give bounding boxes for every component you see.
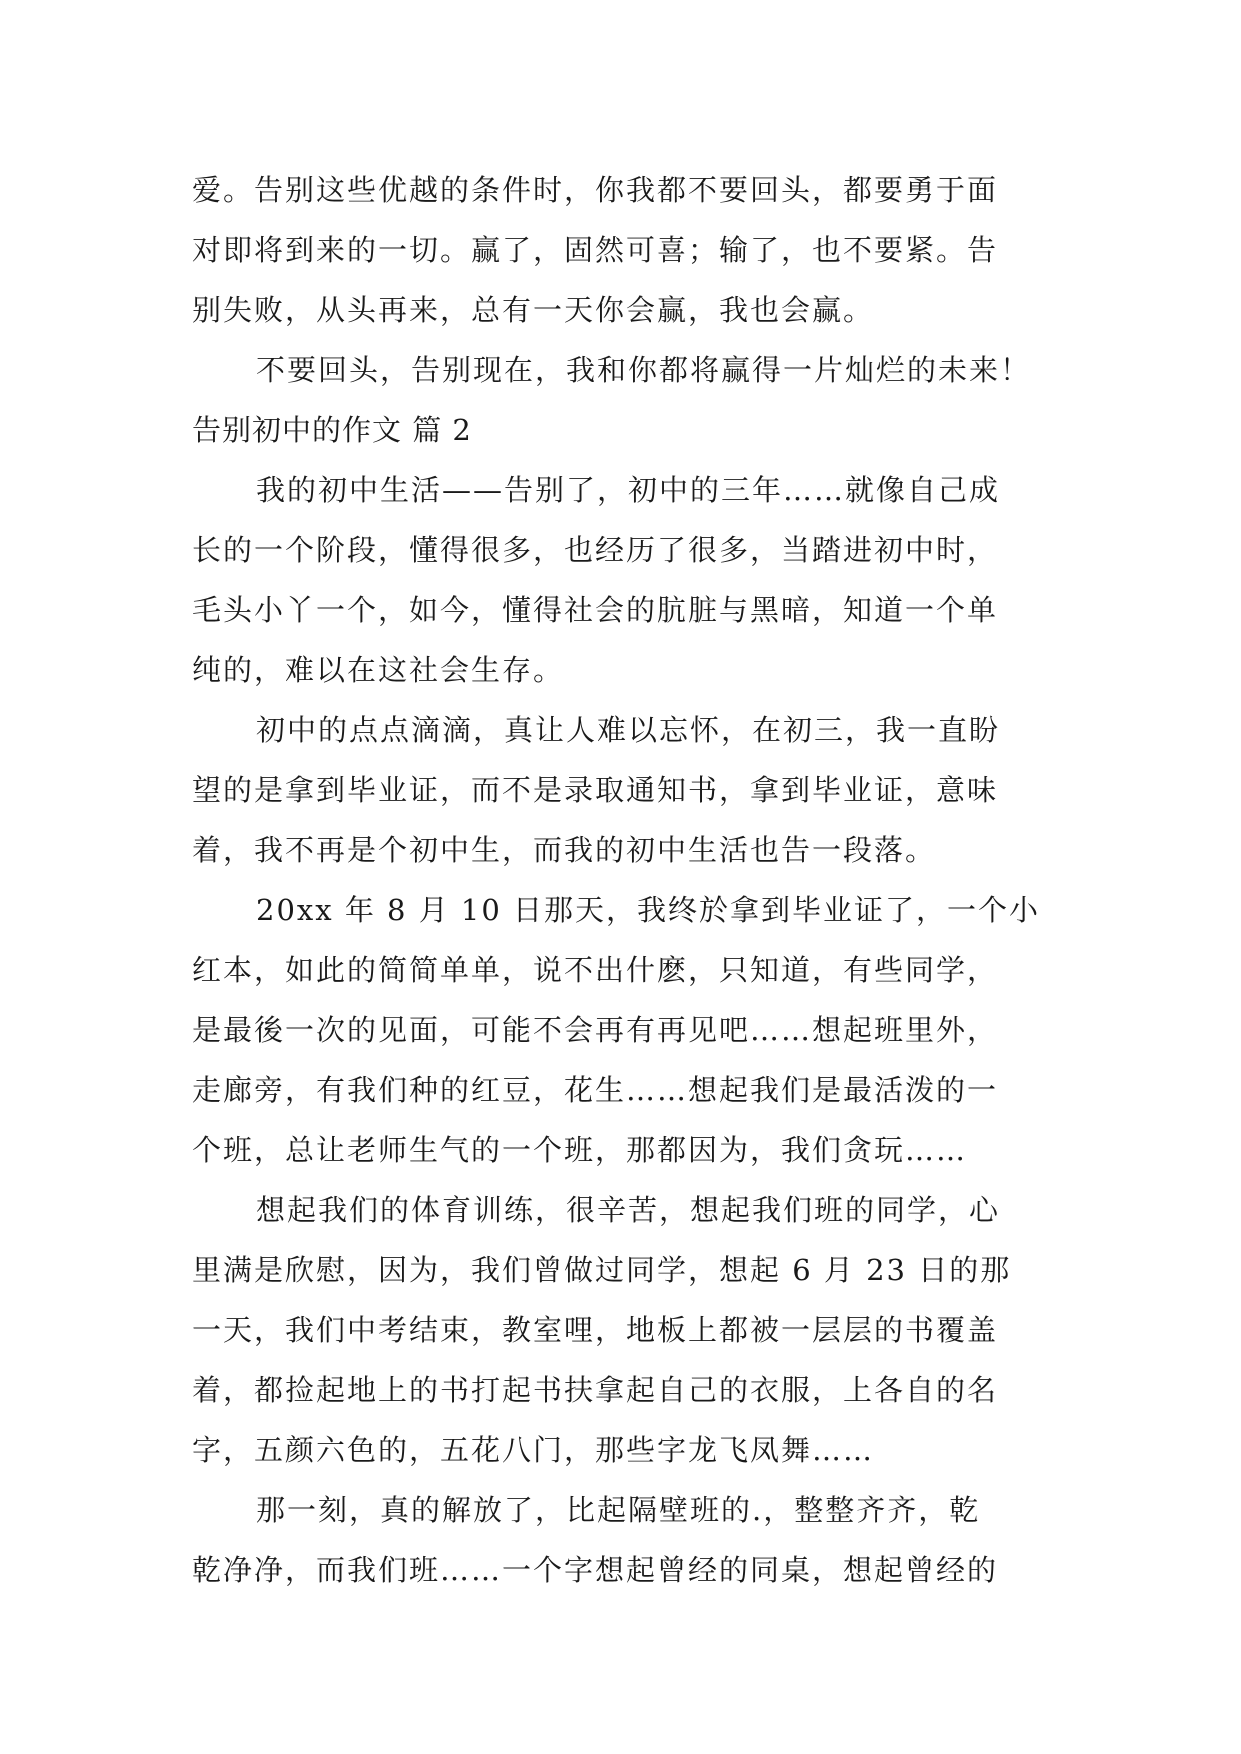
text-line: 走廊旁，有我们种的红豆，花生……想起我们是最活泼的一 [192,1073,999,1107]
paragraph-start-line: 我的初中生活——告别了，初中的三年……就像自己成 [256,473,1001,507]
text-line: 着，我不再是个初中生，而我的初中生活也告一段落。 [192,833,937,867]
paragraph-start-line: 那一刻，真的解放了，比起隔壁班的.，整整齐齐，乾 [256,1493,981,1527]
text-line: 长的一个阶段，懂得很多，也经历了很多，当踏进初中时， [192,533,999,567]
text-line: 乾净净，而我们班……一个字想起曾经的同桌，想起曾经的 [192,1553,999,1587]
paragraph-start-line: 20xx 年 8 月 10 日那天，我终於拿到毕业证了，一个小 [256,893,1041,927]
text-line: 爱。告别这些优越的条件时，你我都不要回头，都要勇于面 [192,173,999,207]
text-line: 一天，我们中考结束，教室哩，地板上都被一层层的书覆盖 [192,1313,999,1347]
paragraph-start-line: 初中的点点滴滴，真让人难以忘怀，在初三，我一直盼 [256,713,1001,747]
paragraph-start-line: 想起我们的体育训练，很辛苦，想起我们班的同学，心 [256,1193,1001,1227]
text-line: 纯的，难以在这社会生存。 [192,653,565,687]
text-line: 别失败，从头再来，总有一天你会赢，我也会赢。 [192,293,875,327]
text-line: 望的是拿到毕业证，而不是录取通知书，拿到毕业证，意味 [192,773,999,807]
text-line: 是最後一次的见面，可能不会再有再见吧……想起班里外， [192,1013,999,1047]
text-line: 对即将到来的一切。赢了，固然可喜；输了，也不要紧。告 [192,233,999,267]
text-line: 着，都捡起地上的书打起书扶拿起自己的衣服，上各自的名 [192,1373,999,1407]
paragraph-start-line: 不要回头，告别现在，我和你都将赢得一片灿烂的未来！ [256,353,1032,387]
document-body [192,160,1050,1600]
text-line: 红本，如此的简简单单，说不出什麽，只知道，有些同学， [192,953,999,987]
text-line: 个班，总让老师生气的一个班，那都因为，我们贪玩…… [192,1133,968,1167]
text-line: 字，五颜六色的，五花八门，那些字龙飞凤舞…… [192,1433,875,1467]
text-line: 里满是欣慰，因为，我们曾做过同学，想起 6 月 23 日的那 [192,1253,1012,1287]
section-heading: 告别初中的作文 篇 2 [192,413,472,447]
text-line: 毛头小丫一个，如今，懂得社会的肮脏与黑暗，知道一个单 [192,593,999,627]
